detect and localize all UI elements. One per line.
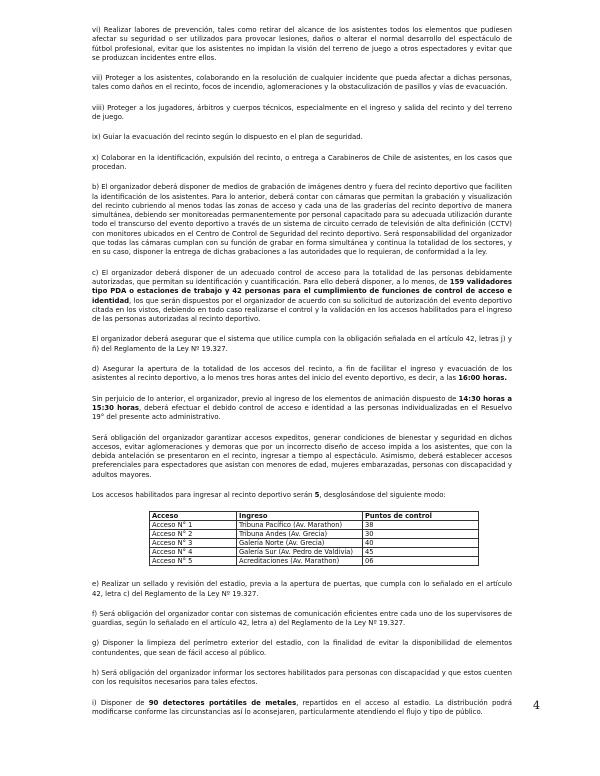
paragraph-p-d (92, 365, 512, 384)
paragraph-p-c2 (92, 335, 512, 354)
cell-ingreso: Tribuna Pacífico (Av. Marathon) (237, 521, 363, 530)
table-row (150, 530, 479, 539)
text-segment: Será obligación del organizador garantizar accesos expeditos, generar condiciones de bienestar y seguridad en dichos accesos, evitar aglomeraciones y demoras que por un incorrecto diseño de acceso impida a los asistentes, que con la debida antelación se presentaron en el recinto, ingresar a tiempo al espectáculo. Asimismo, deberá establecer accesos preferenciales para espectadores que asistan con menores de edad, mujeres embarazadas, personas con discapacidad y adultos mayores. (92, 433, 512, 479)
paragraph-p-vii (92, 74, 512, 93)
paragraph-p-d3 (92, 434, 512, 480)
text-segment: b) El organizador deberá disponer de medios de grabación de imágenes dentro y fuera del recinto deportivo que faciliten la identificación de los asistentes. Para lo anterior, deberá contar con cámaras que permitan la grabación y visualización del recinto cubriendo al menos todas las zonas de acceso y cada una de las graderías del recinto deportivo de manera simultánea, debiendo ser monitoreadas permanentemente por personal capacitado para su adecuada utilización durante todo el transcurso del evento deportivo a través de un sistema de circuito cerrado de televisión de alta definición (CCTV) con monitores ubicados en el Centro de Control de Seguridad del recinto deportivo. Será responsabilidad del organizador que todas las cámaras cumplan con su función de grabar en forma simultánea y continua la totalidad de los sectores, y en su caso, disponer la entrega de dichas grabaciones a las autoridades que lo requieran, de conformidad a la ley. (92, 183, 512, 257)
paragraph-p-viii (92, 104, 512, 123)
paragraph-p-vi (92, 26, 512, 63)
text-segment: e) Realizar un sellado y revisión del estadio, previa a la apertura de puertas, que cumpla con lo señalado en el artículo 42, letra c) del Reglamento de la Ley Nº 19.327. (92, 580, 512, 598)
bold-text: 90 detectores portátiles de metales (148, 698, 297, 707)
text-segment: f) Será obligación del organizador contar con sistemas de comunicación eficientes entre cada uno de los supervisores de guardias, según lo señalado en el artículo 42, letra a) del Reglamento de la Ley Nº 19.327. (92, 609, 512, 628)
table-header-row (150, 512, 479, 521)
paragraph-p-i (92, 699, 512, 718)
paragraph-p-ix (92, 133, 512, 142)
paragraph-p-c (92, 269, 512, 325)
paragraphs-after-table (92, 580, 512, 717)
bold-text: 14:30 horas a 15:30 horas (92, 394, 513, 412)
text-segment: , los que serán dispuestos por el organizador de acuerdo con su solicitud de autorización del evento deportivo citada en los vistos, debiendo en todo caso realizarse el control y la validación en los accesos habilitados para el ingreso de las personas autorizadas al recinto deportivo. (92, 296, 512, 324)
bold-text: 5 (314, 490, 320, 499)
text-segment: El organizador deberá asegurar que el sistema que utilice cumpla con la obligación señalada en el artículo 42, letras j) y ñ) del Reglamento de la Ley Nº 19.327. (92, 335, 512, 353)
paragraph-p-b (92, 183, 512, 257)
table-row (150, 548, 479, 557)
cell-ingreso: Galería Sur (Av. Pedro de Valdivia) (237, 548, 363, 557)
bold-text: 16:00 horas. (458, 374, 508, 383)
text-segment: c) El organizador deberá disponer de un adecuado control de acceso para la totalidad de las personas debidamente autorizadas, que permitan su identificación y cuantificación. Para ello deberá disponer, a lo menos, de (92, 268, 512, 286)
cell-acceso: Acceso N° 3 (150, 539, 237, 548)
header-ingreso: Ingreso (237, 512, 363, 521)
table-row (150, 521, 479, 530)
cell-puntos: 06 (363, 557, 479, 566)
cell-acceso: Acceso N° 2 (150, 530, 237, 539)
page-number: 4 (533, 699, 540, 712)
text-segment: vii) Proteger a los asistentes, colaborando en la resolución de cualquier incidente que pueda afectar a dichas personas, tales como daños en el recinto, focos de incendio, aglomeraciones y la obstaculización de pasillos y vías de evacuación. (92, 74, 512, 92)
text-segment: ix) Guiar la evacuación del recinto según lo dispuesto en el plan de seguridad. (92, 133, 363, 142)
cell-puntos: 30 (363, 530, 479, 539)
cell-acceso: Acceso N° 4 (150, 548, 237, 557)
cell-ingreso: Tribuna Andes (Av. Grecia) (237, 530, 363, 539)
cell-acceso: Acceso N° 5 (150, 557, 237, 566)
cell-ingreso: Acreditaciones (Av. Marathon) (237, 557, 363, 566)
text-segment: x) Colaborar en la identificación, expulsión del recinto, o entrega a Carabineros de Chile de asistentes, en los casos que procedan. (92, 153, 512, 171)
paragraph-p-g (92, 639, 512, 658)
paragraph-p-d2 (92, 395, 512, 423)
text-segment: vi) Realizar labores de prevención, tales como retirar del alcance de los asistentes todos los elementos que pudiesen afectar su seguridad o ser utilizados para provocar lesiones, daños o alterar el normal desarrollo del espectáculo de fútbol profesional, evitar que los asistentes no impidan la visión del terreno de juego a otros espectadores y evitar que se produzcan incidentes entre ellos. (92, 26, 512, 62)
text-segment: Los accesos habilitados para ingresar al recinto deportivo serán (92, 490, 315, 499)
cell-puntos: 45 (363, 548, 479, 557)
paragraph-p-d4 (92, 491, 512, 500)
cell-ingreso: Galería Norte (Av. Grecia) (237, 539, 363, 548)
header-acceso: Acceso (150, 512, 237, 521)
paragraph-p-f (92, 610, 512, 629)
table-row (150, 557, 479, 566)
bold-text: 159 validadores tipo PDA o estaciones de trabajo y 42 personas para el cumplimiento de funciones de control de acceso e identidad (92, 277, 512, 305)
table-row (150, 539, 479, 548)
paragraph-p-e (92, 580, 512, 599)
text-segment: , desglosándose del siguiente modo: (319, 490, 446, 499)
text-segment: h) Será obligación del organizador informar los sectores habilitados para personas con discapacidad y que estos cuenten con los requisitos necesarios para tales efectos. (92, 669, 512, 687)
cell-puntos: 40 (363, 539, 479, 548)
text-segment: Sin perjuicio de lo anterior, el organizador, previo al ingreso de los elementos de animación dispuesto de (92, 394, 459, 403)
text-segment: d) Asegurar la apertura de la totalidad de los accesos del recinto, a fin de facilitar el ingreso y evacuación de los asistentes al recinto deportivo, a lo menos tres horas antes del inicio del evento deportivo, es decir, a las (92, 365, 512, 383)
header-puntos-de-control: Puntos de control (363, 512, 479, 521)
text-segment: viii) Proteger a los jugadores, árbitros y cuerpos técnicos, especialmente en el ingreso y salida del recinto y del terreno de juego. (92, 103, 512, 122)
paragraphs-before-table (92, 26, 512, 500)
cell-acceso: Acceso N° 1 (150, 521, 237, 530)
text-segment: , repartidos en el acceso al estadio. La distribución podrá modificarse conforme las circunstancias así lo aconsejaren, particularmente atendiendo el flujo y tipo de público. (92, 698, 512, 716)
text-segment: , deberá efectuar el debido control de acceso e identidad a las personas individualizadas en el Resuelvo 19° del presente acto administrativo. (92, 403, 512, 422)
text-segment: g) Disponer la limpieza del perímetro exterior del estadio, con la finalidad de evitar la disponibilidad de elementos contundentes, que sean de fácil acceso al público. (92, 639, 512, 657)
access-table (149, 511, 479, 566)
text-segment: i) Disponer de (92, 698, 149, 707)
paragraph-p-x (92, 154, 512, 173)
document-page (92, 26, 512, 728)
cell-puntos: 38 (363, 521, 479, 530)
paragraph-p-h (92, 669, 512, 688)
